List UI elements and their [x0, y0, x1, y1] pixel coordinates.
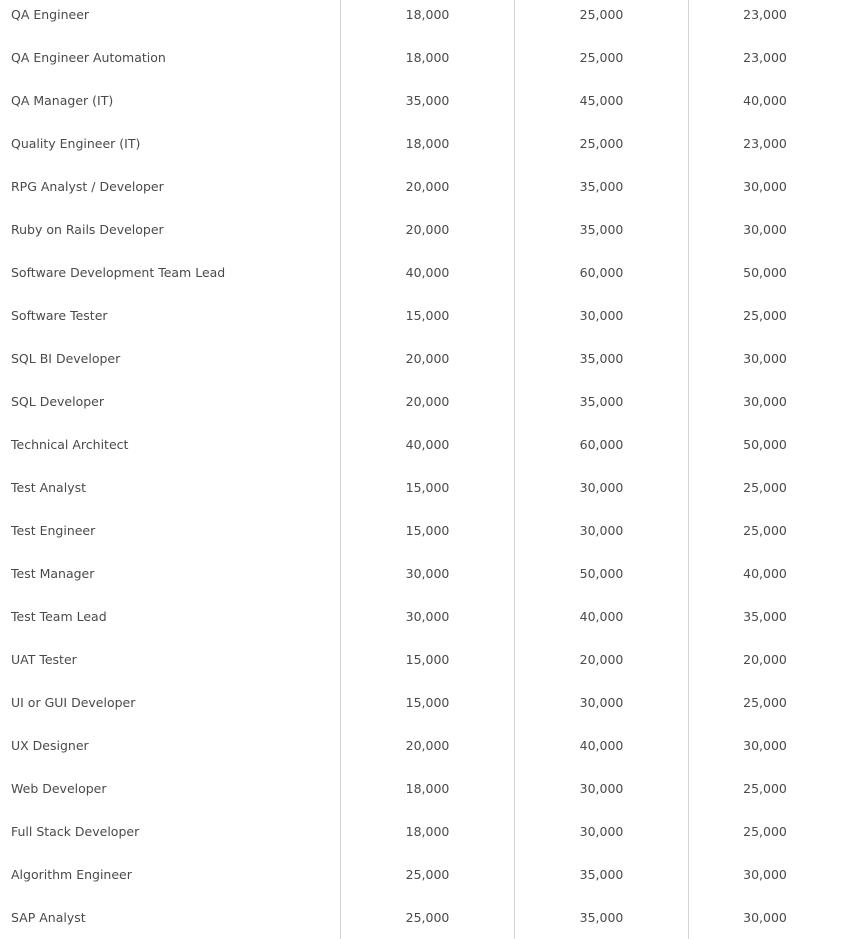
table-row	[0, 36, 841, 79]
salary-avg-cell: 50,000	[743, 265, 787, 280]
table-row	[0, 380, 841, 423]
salary-avg-cell: 25,000	[743, 695, 787, 710]
salary-min-cell: 20,000	[341, 380, 515, 423]
salary-avg-cell: 30,000	[743, 394, 787, 409]
table-row	[0, 208, 841, 251]
salary-max-cell: 40,000	[515, 724, 689, 767]
salary-avg-cell: 25,000	[743, 480, 787, 495]
salary-max-cell: 35,000	[515, 896, 689, 939]
salary-min-cell: 18,000	[341, 810, 515, 853]
salary-max-cell: 25,000	[515, 36, 689, 79]
job-title-cell: Quality Engineer (IT)	[0, 122, 341, 165]
salary-max-cell: 60,000	[515, 251, 689, 294]
salary-min-cell: 15,000	[341, 681, 515, 724]
job-title-cell: Web Developer	[0, 767, 341, 810]
job-title-cell: Technical Architect	[0, 423, 341, 466]
salary-avg-cell: 23,000	[743, 136, 787, 151]
job-title-cell: Software Development Team Lead	[0, 251, 341, 294]
salary-min-cell: 15,000	[341, 509, 515, 552]
table-row	[0, 810, 841, 853]
salary-min-cell: 20,000	[341, 337, 515, 380]
job-title-cell: UAT Tester	[0, 638, 341, 681]
table-row	[0, 767, 841, 810]
salary-max-cell: 60,000	[515, 423, 689, 466]
salary-min-cell: 15,000	[341, 294, 515, 337]
salary-max-cell: 35,000	[515, 337, 689, 380]
job-title-cell: SAP Analyst	[0, 896, 341, 939]
job-title-cell: Test Team Lead	[0, 595, 341, 638]
table-row	[0, 466, 841, 509]
table-row	[0, 79, 841, 122]
salary-max-cell: 25,000	[515, 122, 689, 165]
table-row	[0, 681, 841, 724]
salary-max-cell: 30,000	[515, 294, 689, 337]
job-title-cell: RPG Analyst / Developer	[0, 165, 341, 208]
salary-max-cell: 50,000	[515, 552, 689, 595]
salary-max-cell: 30,000	[515, 509, 689, 552]
salary-avg-cell: 25,000	[743, 523, 787, 538]
job-title-cell: QA Engineer	[0, 0, 341, 36]
salary-max-cell: 40,000	[515, 595, 689, 638]
salary-max-cell: 35,000	[515, 165, 689, 208]
salary-min-cell: 20,000	[341, 724, 515, 767]
table-row	[0, 251, 841, 294]
job-title-cell: Full Stack Developer	[0, 810, 341, 853]
table-row	[0, 896, 841, 939]
salary-min-cell: 18,000	[341, 36, 515, 79]
job-title-cell: Test Analyst	[0, 466, 341, 509]
salary-avg-cell: 40,000	[743, 566, 787, 581]
salary-min-cell: 25,000	[341, 896, 515, 939]
salary-max-cell: 25,000	[515, 0, 689, 36]
salary-min-cell: 20,000	[341, 165, 515, 208]
salary-avg-cell: 23,000	[743, 7, 787, 22]
job-title-cell: Software Tester	[0, 294, 341, 337]
salary-avg-cell: 20,000	[743, 652, 787, 667]
salary-avg-cell: 25,000	[743, 824, 787, 839]
table-row	[0, 294, 841, 337]
salary-avg-cell: 30,000	[743, 867, 787, 882]
salary-avg-cell: 40,000	[743, 93, 787, 108]
salary-avg-cell: 30,000	[743, 738, 787, 753]
salary-min-cell: 15,000	[341, 638, 515, 681]
salary-avg-cell: 25,000	[743, 781, 787, 796]
salary-min-cell: 25,000	[341, 853, 515, 896]
salary-avg-cell: 25,000	[743, 308, 787, 323]
salary-max-cell: 30,000	[515, 466, 689, 509]
job-title-cell: UX Designer	[0, 724, 341, 767]
salary-min-cell: 35,000	[341, 79, 515, 122]
salary-min-cell: 18,000	[341, 0, 515, 36]
salary-max-cell: 30,000	[515, 810, 689, 853]
salary-max-cell: 45,000	[515, 79, 689, 122]
job-title-cell: UI or GUI Developer	[0, 681, 341, 724]
job-title-cell: Algorithm Engineer	[0, 853, 341, 896]
salary-avg-cell: 30,000	[743, 222, 787, 237]
salary-min-cell: 30,000	[341, 595, 515, 638]
table-row	[0, 122, 841, 165]
salary-min-cell: 20,000	[341, 208, 515, 251]
salary-min-cell: 15,000	[341, 466, 515, 509]
table-row	[0, 724, 841, 767]
table-row	[0, 552, 841, 595]
job-title-cell: QA Engineer Automation	[0, 36, 341, 79]
table-row	[0, 853, 841, 896]
salary-max-cell: 35,000	[515, 853, 689, 896]
salary-max-cell: 35,000	[515, 208, 689, 251]
job-title-cell: SQL BI Developer	[0, 337, 341, 380]
job-title-cell: Ruby on Rails Developer	[0, 208, 341, 251]
salary-max-cell: 30,000	[515, 767, 689, 810]
job-title-cell: Test Engineer	[0, 509, 341, 552]
job-title-cell: Test Manager	[0, 552, 341, 595]
salary-min-cell: 18,000	[341, 122, 515, 165]
table-row	[0, 509, 841, 552]
salary-avg-cell: 30,000	[743, 910, 787, 925]
salary-max-cell: 35,000	[515, 380, 689, 423]
table-row	[0, 595, 841, 638]
salary-max-cell: 20,000	[515, 638, 689, 681]
salary-min-cell: 30,000	[341, 552, 515, 595]
table-row	[0, 0, 841, 36]
table-row	[0, 337, 841, 380]
job-title-cell: SQL Developer	[0, 380, 341, 423]
salary-min-cell: 18,000	[341, 767, 515, 810]
table-row	[0, 638, 841, 681]
job-title-cell: QA Manager (IT)	[0, 79, 341, 122]
table-row	[0, 165, 841, 208]
salary-avg-cell: 35,000	[743, 609, 787, 624]
salary-avg-cell: 30,000	[743, 351, 787, 366]
salary-min-cell: 40,000	[341, 423, 515, 466]
salary-avg-cell: 50,000	[743, 437, 787, 452]
salary-avg-cell: 30,000	[743, 179, 787, 194]
table-row	[0, 423, 841, 466]
salary-min-cell: 40,000	[341, 251, 515, 294]
salary-max-cell: 30,000	[515, 681, 689, 724]
salary-avg-cell: 23,000	[743, 50, 787, 65]
